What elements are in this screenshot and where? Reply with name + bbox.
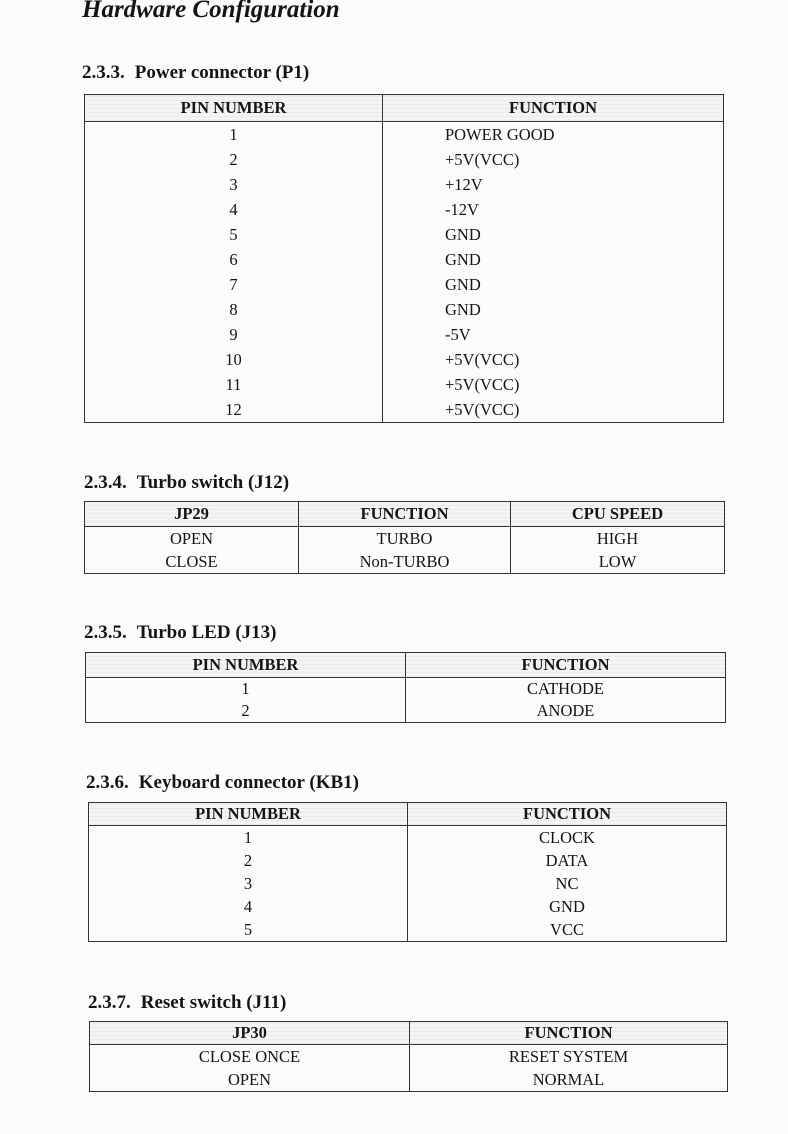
- column-header: PIN NUMBER: [89, 803, 408, 826]
- column-header: JP29: [85, 502, 299, 527]
- function-cell: GND: [383, 247, 724, 272]
- section-number: 2.3.5.: [84, 622, 127, 643]
- pin-cell: 7: [85, 272, 383, 297]
- function-cell: +5V(VCC): [383, 347, 724, 372]
- section-heading: [86, 772, 359, 794]
- pin-cell: 8: [85, 297, 383, 322]
- power-connector-table: [84, 94, 724, 423]
- reset-switch-table: [89, 1021, 728, 1092]
- function-cell: +12V: [383, 172, 724, 197]
- section-heading: [88, 992, 286, 1014]
- table-header-row: [89, 803, 727, 826]
- section-number: 2.3.7.: [88, 992, 131, 1013]
- pin-cell: 2: [85, 147, 383, 172]
- pin-cell: 12: [85, 397, 383, 423]
- function-cell: POWER GOOD: [383, 122, 724, 148]
- section-title: Keyboard connector (KB1): [138, 772, 359, 793]
- function-cell: VCC: [408, 918, 727, 942]
- table-row: [85, 322, 724, 347]
- function-cell: TURBO: [299, 527, 511, 551]
- pin-cell: 2: [89, 849, 408, 872]
- pin-cell: 1: [85, 122, 383, 148]
- table-row: [89, 849, 727, 872]
- turbo-switch-table: [84, 501, 725, 574]
- section-turbo-led: [84, 622, 276, 644]
- section-reset-switch: [88, 992, 286, 1014]
- pin-cell: 9: [85, 322, 383, 347]
- jumper-cell: CLOSE: [85, 550, 299, 574]
- function-cell: GND: [383, 222, 724, 247]
- column-header: PIN NUMBER: [86, 653, 406, 678]
- function-cell: DATA: [408, 849, 727, 872]
- column-header: FUNCTION: [410, 1022, 728, 1045]
- column-header: FUNCTION: [408, 803, 727, 826]
- function-cell: -12V: [383, 197, 724, 222]
- table-row: [85, 197, 724, 222]
- section-heading: [84, 622, 276, 644]
- jumper-cell: CLOSE ONCE: [90, 1045, 410, 1069]
- table-row: [85, 172, 724, 197]
- table-header-row: [85, 502, 725, 527]
- page-title: Hardware Configuration: [82, 0, 340, 23]
- keyboard-connector-table: [88, 802, 727, 942]
- column-header: FUNCTION: [406, 653, 726, 678]
- pin-cell: 6: [85, 247, 383, 272]
- section-number: 2.3.6.: [86, 772, 129, 793]
- pin-cell: 3: [89, 872, 408, 895]
- table-row: [85, 372, 724, 397]
- function-cell: +5V(VCC): [383, 397, 724, 423]
- table-row: [89, 918, 727, 942]
- table-row: [85, 247, 724, 272]
- pin-cell: 5: [85, 222, 383, 247]
- jumper-cell: OPEN: [90, 1068, 410, 1092]
- pin-cell: 2: [86, 700, 406, 723]
- section-title: Power connector (P1): [134, 62, 310, 83]
- section-title: Reset switch (J11): [140, 992, 287, 1013]
- pin-cell: 11: [85, 372, 383, 397]
- table-row: [85, 550, 725, 574]
- table-row: [85, 222, 724, 247]
- column-header: FUNCTION: [383, 95, 724, 122]
- column-header: CPU SPEED: [511, 502, 725, 527]
- table-row: [85, 527, 725, 551]
- function-cell: RESET SYSTEM: [410, 1045, 728, 1069]
- section-number: 2.3.3.: [82, 62, 125, 83]
- table-row: [86, 678, 726, 701]
- function-cell: NC: [408, 872, 727, 895]
- section-turbo-switch: [84, 472, 289, 494]
- column-header: PIN NUMBER: [85, 95, 383, 122]
- pin-cell: 1: [86, 678, 406, 701]
- function-cell: NORMAL: [410, 1068, 728, 1092]
- table-row: [90, 1045, 728, 1069]
- pin-cell: 10: [85, 347, 383, 372]
- column-header: JP30: [90, 1022, 410, 1045]
- table-header-row: [86, 653, 726, 678]
- section-title: Turbo LED (J13): [136, 622, 277, 643]
- function-cell: ANODE: [406, 700, 726, 723]
- table-row: [89, 872, 727, 895]
- cpu-speed-cell: HIGH: [511, 527, 725, 551]
- column-header: FUNCTION: [299, 502, 511, 527]
- table-header-row: [90, 1022, 728, 1045]
- table-row: [85, 147, 724, 172]
- turbo-led-table: [85, 652, 726, 723]
- table-row: [90, 1068, 728, 1092]
- pin-cell: 5: [89, 918, 408, 942]
- table-row: [89, 895, 727, 918]
- cpu-speed-cell: LOW: [511, 550, 725, 574]
- table-row: [85, 297, 724, 322]
- section-heading: [84, 472, 289, 494]
- table-header-row: [85, 95, 724, 122]
- pin-cell: 4: [85, 197, 383, 222]
- table-row: [85, 347, 724, 372]
- function-cell: GND: [408, 895, 727, 918]
- function-cell: -5V: [383, 322, 724, 347]
- table-row: [89, 826, 727, 850]
- function-cell: CATHODE: [406, 678, 726, 701]
- pin-cell: 4: [89, 895, 408, 918]
- table-row: [86, 700, 726, 723]
- table-row: [85, 122, 724, 148]
- pin-cell: 3: [85, 172, 383, 197]
- jumper-cell: OPEN: [85, 527, 299, 551]
- section-keyboard-connector: [86, 772, 359, 794]
- function-cell: GND: [383, 272, 724, 297]
- table-row: [85, 272, 724, 297]
- section-heading: [82, 62, 309, 84]
- function-cell: GND: [383, 297, 724, 322]
- function-cell: +5V(VCC): [383, 147, 724, 172]
- section-title: Turbo switch (J12): [136, 472, 290, 493]
- table-row: [85, 397, 724, 423]
- section-power-connector: [82, 62, 309, 84]
- section-number: 2.3.4.: [84, 472, 127, 493]
- function-cell: CLOCK: [408, 826, 727, 850]
- function-cell: Non-TURBO: [299, 550, 511, 574]
- function-cell: +5V(VCC): [383, 372, 724, 397]
- pin-cell: 1: [89, 826, 408, 850]
